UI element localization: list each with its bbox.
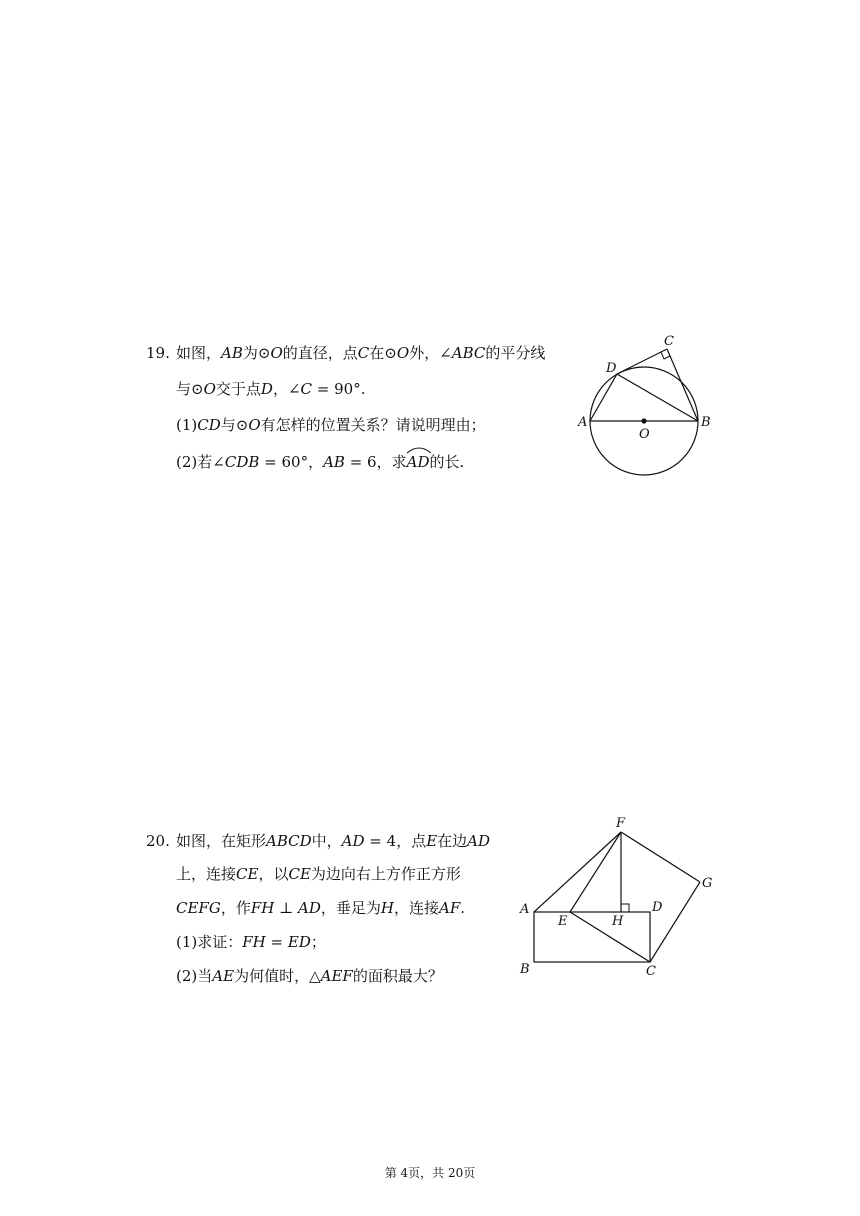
label-b: B [520,962,530,977]
arc-ad: AD [407,452,430,472]
label-a: A [578,415,588,430]
problem-19-part-1: (1)CD与⊙O有怎样的位置关系？请说明理由； [176,416,486,434]
segment-fg [621,832,700,882]
label-g: G [702,876,713,891]
problem-20-part-1: (1)求证：FH = ED； [176,933,326,951]
problem-20-line-1: 如图，在矩形ABCD中，AD = 4，点E在边AD [176,832,491,850]
label-f: F [616,816,626,831]
label-d: D [606,361,617,376]
rectangle-abcd [534,912,650,962]
label-c: C [646,964,656,979]
problem-20-line-2: 上，连接CE，以CE为边向右上方作正方形 [176,865,461,883]
label-a: A [520,902,530,917]
label-e: E [558,914,568,929]
label-o: O [639,427,650,442]
problem-20-part-2: (2)当AE为何值时，△AEF的面积最大？ [176,967,443,985]
problem-20-figure [512,812,722,984]
problem-number: 19. [146,344,170,362]
segment-db [617,374,698,421]
label-c: C [664,334,674,349]
right-angle-mark [621,904,629,912]
problem-number: 20. [146,832,170,850]
problem-20-line-3: CEFG，作FH ⊥ AD，垂足为H，连接AF. [176,899,466,917]
problem-19-figure [572,325,732,485]
label-d: D [652,900,663,915]
problem-19-part-2: (2)若∠CDB = 60°，AB = 6，求 AD的长. [176,452,464,472]
segment-gc [650,882,700,962]
segment-ce [570,912,650,962]
center-point [641,418,646,423]
label-h: H [612,914,624,929]
problem-19-line-2: 与⊙O交于点D，∠C = 90°. [176,380,366,398]
label-b: B [701,415,711,430]
segment-dc [617,349,667,374]
problem-19-line-1: 如图，AB为⊙O的直径，点C在⊙O外，∠ABC的平分线 [176,344,546,362]
arc-symbol-icon [406,444,432,454]
page-footer: 第 4页，共 20页 [384,1166,476,1180]
segment-ad [590,374,617,421]
segment-cb [667,349,698,421]
